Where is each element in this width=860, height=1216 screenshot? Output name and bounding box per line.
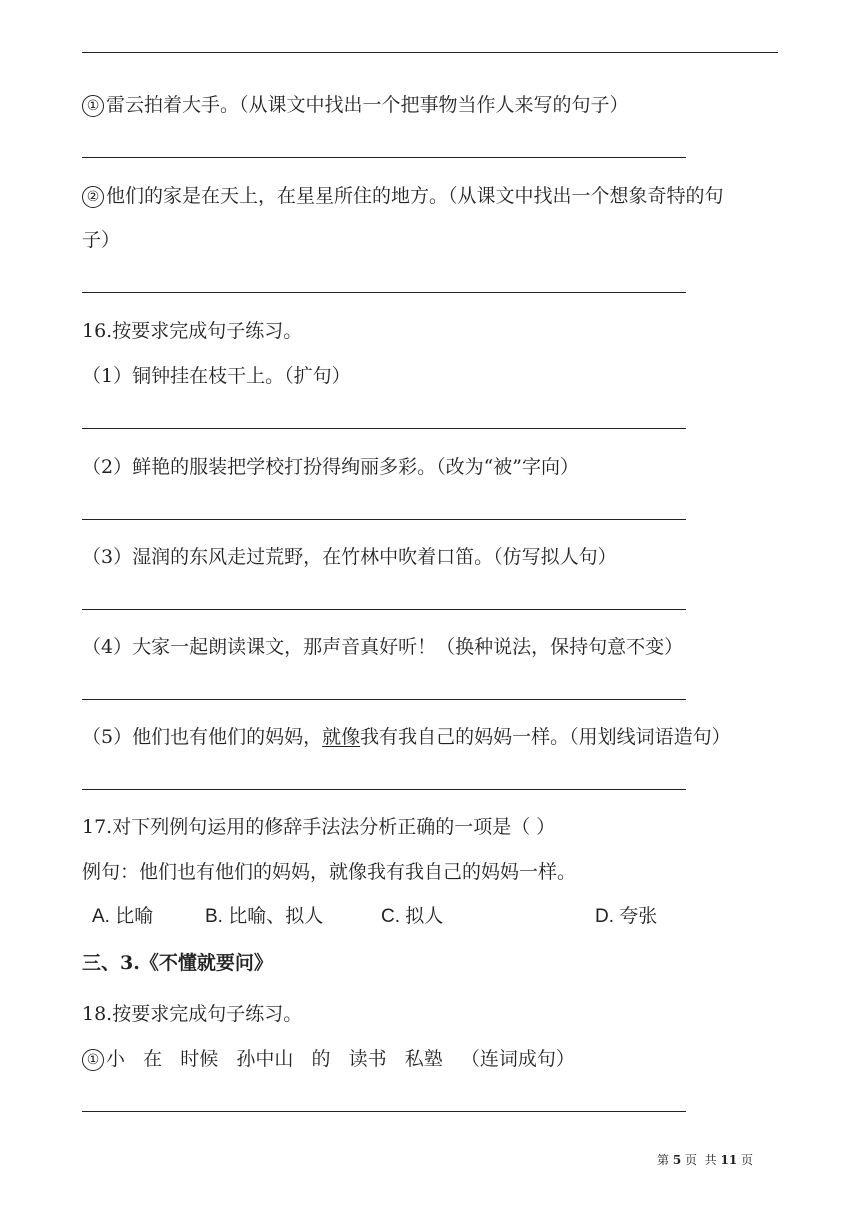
q16-item-3 bbox=[82, 545, 617, 569]
total-pages: 11 bbox=[720, 1153, 738, 1167]
answer-line[interactable] bbox=[82, 157, 686, 158]
q15-item-1-text: 雷云拍着大手。（从课文中找出一个把事物当作人来写的句子） bbox=[106, 94, 629, 116]
q15-item-2-text: 他们的家是在天上，在星星所住的地方。（从课文中找出一个想象奇特的句 bbox=[106, 185, 724, 207]
q15-item-2 bbox=[82, 184, 724, 208]
q16-item-2 bbox=[82, 455, 579, 479]
q15-item-1 bbox=[82, 93, 629, 117]
circled-number: ① bbox=[82, 95, 104, 117]
answer-line[interactable] bbox=[82, 609, 686, 610]
answer-line[interactable] bbox=[82, 789, 686, 790]
q18-item-1-text: 小 在 时候 孙中山 的 读书 私塾 （连词成句） bbox=[106, 1048, 575, 1070]
q17-example: 例句：他们也有他们的妈妈，就像我有我自己的妈妈一样。 bbox=[82, 861, 577, 883]
q18-item-1 bbox=[82, 1047, 575, 1071]
item-label: （4） bbox=[82, 636, 133, 658]
answer-line[interactable] bbox=[82, 699, 686, 700]
q16-item-4 bbox=[82, 635, 683, 659]
q16-item-1 bbox=[82, 364, 351, 388]
item-text: 鲜艳的服装把学校打扮得绚丽多彩。（改为“被”字向） bbox=[132, 456, 580, 478]
section-heading: 三、3.《不懂就要问》 bbox=[82, 952, 273, 974]
answer-line[interactable] bbox=[82, 519, 686, 520]
item-text: 湿润的东风走过荒野，在竹林中吹着口笛。（仿写拟人句） bbox=[132, 546, 617, 568]
item-text: 铜钟挂在枝干上。（扩句） bbox=[132, 365, 351, 387]
item-label: （1） bbox=[82, 365, 133, 387]
q15-item-2-continued: 子） bbox=[82, 229, 121, 251]
page-footer: 第 5 页 共 11 页 bbox=[657, 1153, 754, 1167]
answer-line[interactable] bbox=[82, 1111, 686, 1112]
q17-title: 17.对下列例句运用的修辞手法法分析正确的一项是（ ） bbox=[82, 816, 556, 838]
item-label: （5） bbox=[82, 726, 133, 748]
q17-option-d[interactable]: D. 夸张 bbox=[595, 906, 658, 927]
item-label: （3） bbox=[82, 546, 133, 568]
underlined-word: 就像 bbox=[322, 726, 361, 748]
q18-title: 18.按要求完成句子练习。 bbox=[82, 1003, 303, 1025]
top-rule bbox=[82, 52, 778, 53]
q17-option-a[interactable]: A. 比喻 bbox=[92, 906, 154, 927]
answer-line[interactable] bbox=[82, 428, 686, 429]
item-text: 他们也有他们的妈妈， bbox=[132, 726, 323, 748]
circled-number: ① bbox=[82, 1049, 104, 1071]
q16-item-5 bbox=[82, 725, 731, 749]
answer-line[interactable] bbox=[82, 292, 686, 293]
q17-option-b[interactable]: B. 比喻、拟人 bbox=[205, 906, 324, 927]
q16-title: 16.按要求完成句子练习。 bbox=[82, 320, 303, 342]
q17-option-c[interactable]: C. 拟人 bbox=[381, 906, 444, 927]
circled-number: ② bbox=[82, 186, 104, 208]
current-page: 5 bbox=[672, 1153, 682, 1167]
item-text: 我有我自己的妈妈一样。（用划线词语造句） bbox=[360, 726, 731, 748]
item-text: 大家一起朗读课文，那声音真好听！（换种说法，保持句意不变） bbox=[132, 636, 684, 658]
item-label: （2） bbox=[82, 456, 133, 478]
